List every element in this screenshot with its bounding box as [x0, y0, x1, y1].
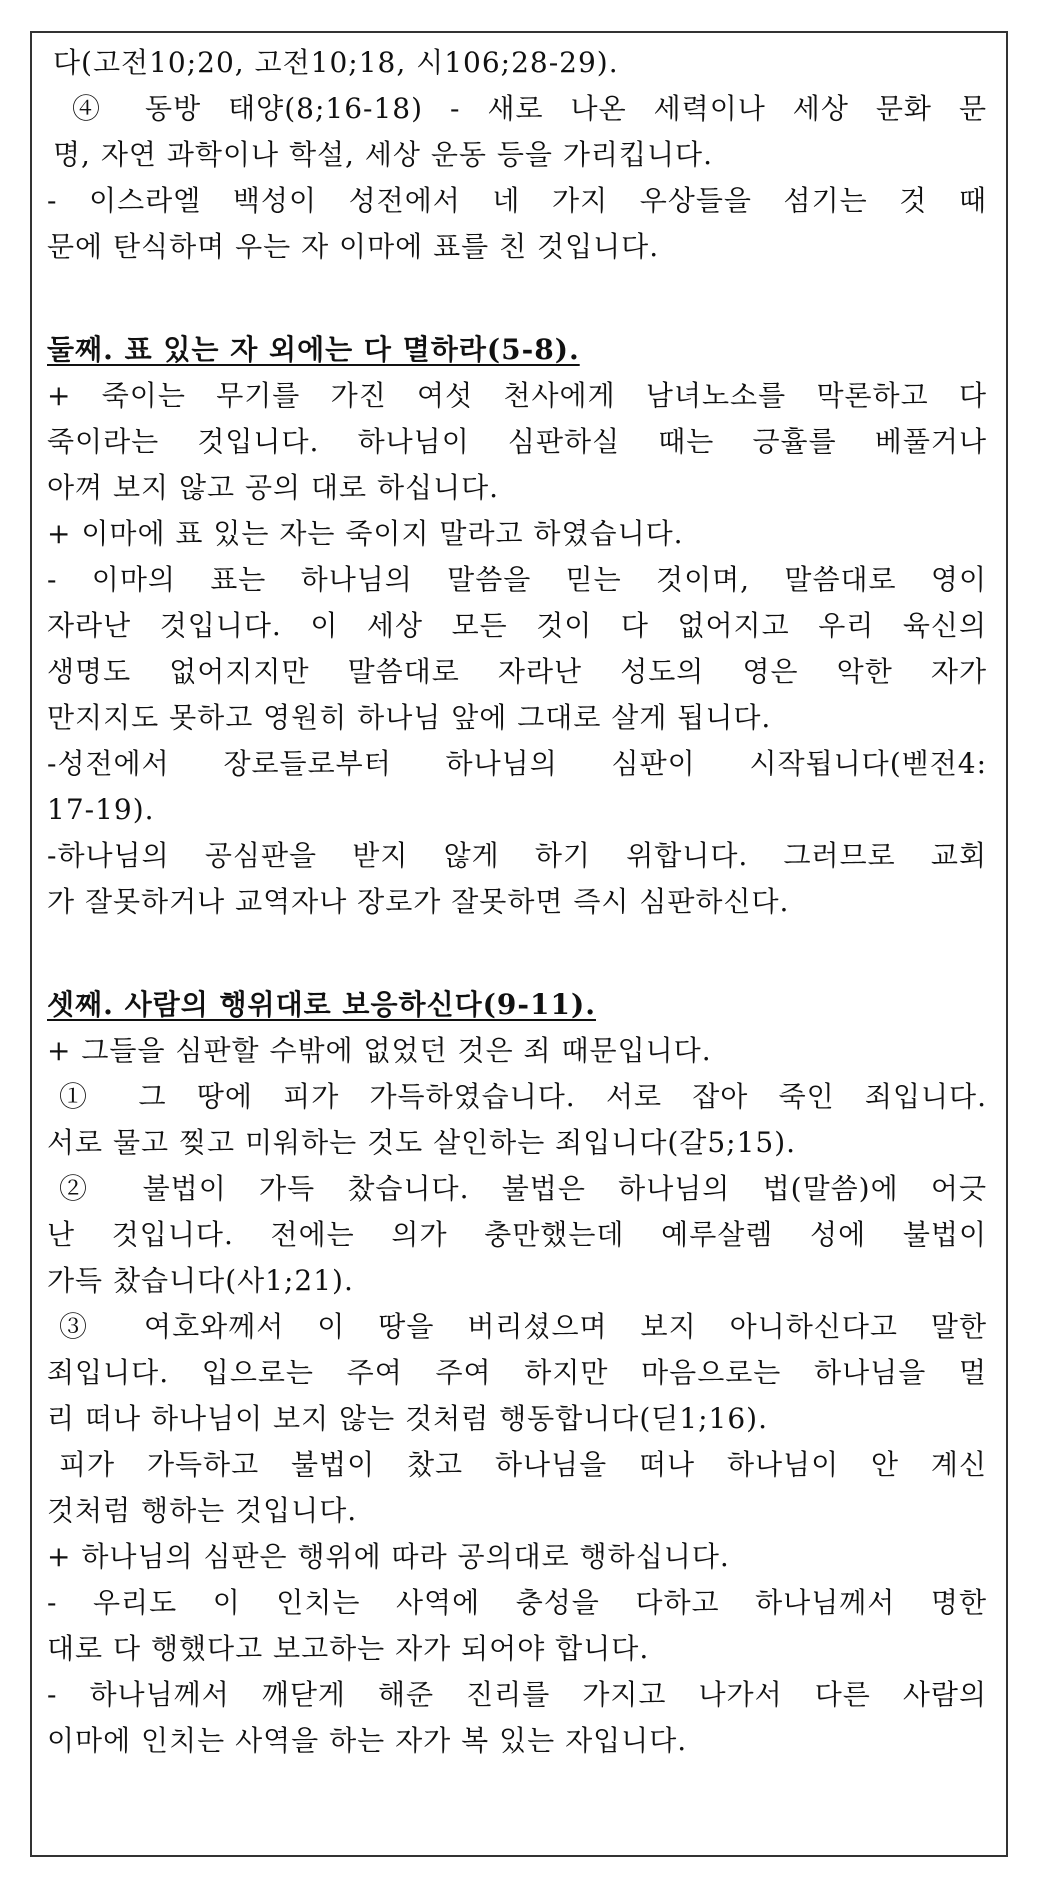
paragraph-spacer	[47, 925, 987, 982]
text-line: + 하나님의 심판은 행위에 따라 공의대로 행하십니다.	[47, 1540, 730, 1573]
text-line: 만지지도 못하고 영원히 하나님 앞에 그대로 살게 됩니다.	[47, 701, 772, 734]
text-line: 가득 찼습니다(사1;21).	[47, 1264, 354, 1297]
text-line: 난 것입니다. 전에는 의가 충만했는데 예루살렘 성에 불법이	[47, 1218, 987, 1251]
text-line: 죄입니다. 입으로는 주여 주여 하지만 마음으로는 하나님을 멀	[47, 1356, 987, 1389]
text-line: - 하나님께서 깨닫게 해준 진리를 가지고 나가서 다른 사람의	[47, 1678, 987, 1711]
text-line: - 이스라엘 백성이 성전에서 네 가지 우상들을 섬기는 것 때	[47, 184, 987, 217]
text-line: ① 그 땅에 피가 가득하였습니다. 서로 잡아 죽인 죄입니다.	[59, 1080, 987, 1113]
text-line: ④ 동방 태양(8;16-18) - 새로 나온 세력이나 세상 문화 문	[72, 92, 987, 125]
text-line: - 이마의 표는 하나님의 말씀을 믿는 것이며, 말씀대로 영이	[47, 563, 987, 596]
text-line: 자라난 것입니다. 이 세상 모든 것이 다 없어지고 우리 육신의	[47, 609, 987, 642]
section-heading: 둘째. 표 있는 자 외에는 다 멸하라(5-8).	[47, 333, 580, 366]
section-heading: 셋째. 사람의 행위대로 보응하신다(9-11).	[47, 988, 596, 1021]
paragraph-spacer	[47, 270, 987, 327]
text-line: 것처럼 행하는 것입니다.	[47, 1494, 358, 1527]
text-line: 가 잘못하거나 교역자나 장로가 잘못하면 즉시 심판하신다.	[47, 885, 790, 918]
text-line: -성전에서 장로들로부터 하나님의 심판이 시작됩니다(벧전4:	[47, 747, 987, 780]
text-line: 리 떠나 하나님이 보지 않는 것처럼 행동합니다(딛1;16).	[47, 1402, 768, 1435]
text-line: ② 불법이 가득 찼습니다. 불법은 하나님의 법(말씀)에 어긋	[59, 1172, 987, 1205]
text-line: -하나님의 공심판을 받지 않게 하기 위합니다. 그러므로 교회	[47, 839, 987, 872]
text-line: 피가 가득하고 불법이 찼고 하나님을 떠나 하나님이 안 계신	[59, 1448, 987, 1481]
text-line: 문에 탄식하며 우는 자 이마에 표를 친 것입니다.	[47, 230, 660, 263]
text-line: 이마에 인치는 사역을 하는 자가 복 있는 자입니다.	[47, 1724, 688, 1757]
text-line: 대로 다 행했다고 보고하는 자가 되어야 합니다.	[47, 1632, 650, 1665]
text-line: 다(고전10;20, 고전10;18, 시106;28-29).	[53, 46, 619, 79]
text-line: 명, 자연 과학이나 학설, 세상 운동 등을 가리킵니다.	[53, 138, 713, 171]
text-line: - 우리도 이 인치는 사역에 충성을 다하고 하나님께서 명한	[47, 1586, 987, 1619]
text-line: + 죽이는 무기를 가진 여섯 천사에게 남녀노소를 막론하고 다	[47, 379, 987, 412]
text-line: + 그들을 심판할 수밖에 없었던 것은 죄 때문입니다.	[47, 1034, 712, 1067]
text-line: + 이마에 표 있는 자는 죽이지 말라고 하였습니다.	[47, 517, 684, 550]
text-line: 17-19).	[47, 793, 155, 826]
text-line: 아껴 보지 않고 공의 대로 하십니다.	[47, 471, 500, 504]
text-line: 서로 물고 찢고 미워하는 것도 살인하는 죄입니다(갈5;15).	[47, 1126, 797, 1159]
document-body	[47, 40, 987, 1764]
text-line: ③ 여호와께서 이 땅을 버리셨으며 보지 아니하신다고 말한	[59, 1310, 987, 1343]
text-line: 죽이라는 것입니다. 하나님이 심판하실 때는 긍휼를 베풀거나	[47, 425, 987, 458]
text-line: 생명도 없어지지만 말씀대로 자라난 성도의 영은 악한 자가	[47, 655, 987, 688]
